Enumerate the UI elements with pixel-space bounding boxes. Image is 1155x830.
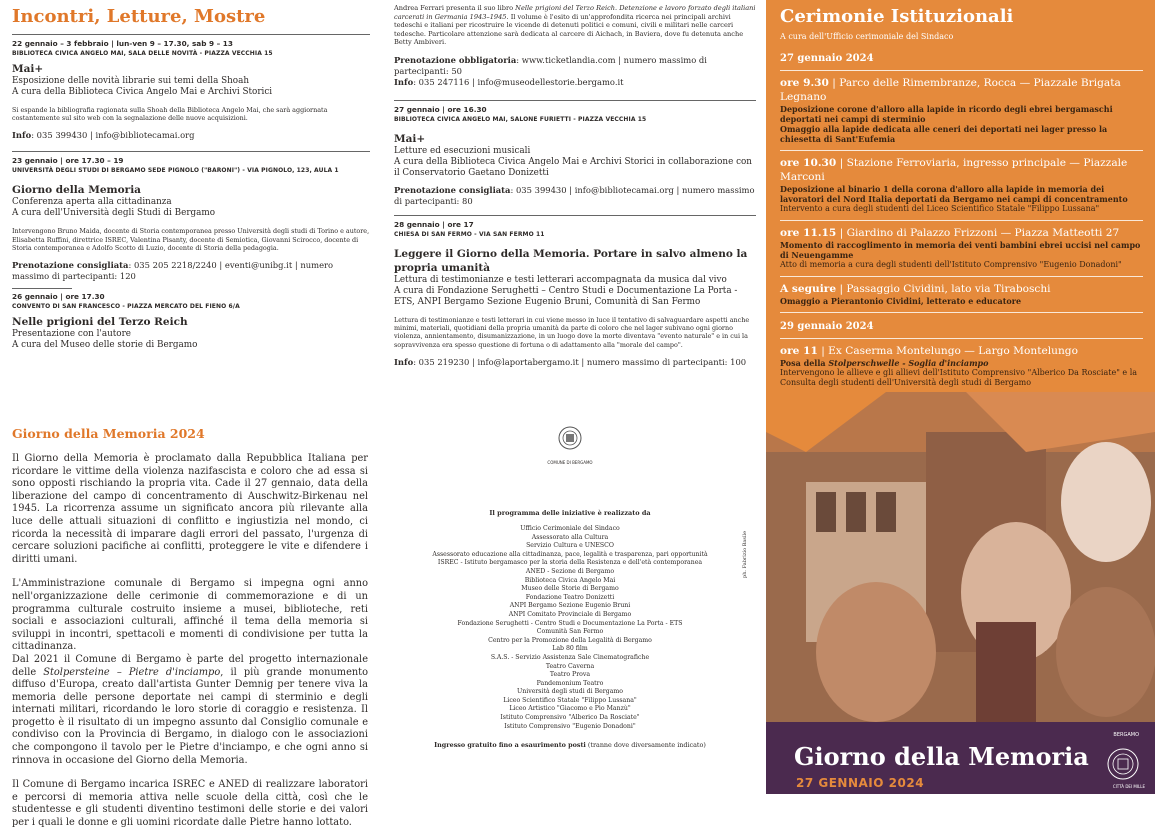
credit-item: Biblioteca Civica Angelo Mai — [524, 576, 616, 584]
event-info: Info: 035 219230 | info@laportabergamo.it | numero massimo di partecipanti: 100 — [394, 356, 747, 367]
credit-item: Liceo Scientifico Statale "Filippo Lussana" — [503, 696, 637, 704]
event-date: 28 gennaio | ore 17 — [394, 219, 474, 229]
credit-item: Museo delle Storie di Bergamo — [521, 585, 619, 593]
intro-heading: Giorno della Memoria 2024 — [12, 426, 205, 441]
ceremony-day: 27 gennaio 2024 — [780, 53, 1143, 71]
event-date: 23 gennaio | ore 17.30 – 19 — [12, 156, 124, 166]
credit-item: Fondazione Serughetti - Centro Studi e Documentazione La Porta - ETS — [457, 619, 683, 627]
event-place: BIBLIOTECA CIVICA ANGELO MAI, SALONE FURIETTI - PIAZZA VECCHIA 15 — [394, 115, 647, 123]
events-column-middle — [384, 0, 764, 368]
ceremony-event: ore 11 | Ex Caserma Montelungo — Largo Montelungo Posa della Stolperschwelle - Soglia d'inciampo Intervengono le allieve e gli allievi dell'Istituto Comprensivo "Alberico Da Rosciate" e la Consulta degli studenti dell'Università degli studi di Bergamo — [780, 345, 1138, 387]
credit-item: Teatro Caverna — [545, 662, 595, 670]
events-column-left — [0, 0, 380, 351]
event-info: Info: 035 399430 | info@bibliotecamai.org — [12, 130, 195, 141]
credit-item: Comunità San Fermo — [536, 628, 604, 636]
event-info: Prenotazione consigliata: 035 399430 | info@bibliotecamai.org | numero massimo di partecipanti: 80 — [394, 184, 755, 206]
event-line: A cura del Museo delle storie di Bergamo — [12, 340, 198, 351]
credit-item: Assessorato alla Cultura — [531, 533, 609, 541]
event-block — [12, 34, 370, 141]
credit-item: ANED - Sezione di Bergamo — [525, 567, 615, 575]
ceremony-event: ore 10.30 | Stazione Ferroviaria, ingresso principale — Piazzale Marconi Deposizione al binario 1 della corona d'alloro alla lapide in memoria dei lavoratori del Nord Italia deportati da Bergamo nei campi di concentramento Intervento a cura degli studenti del Liceo Scientifico Statale "Filippo Lussana" — [780, 151, 1143, 221]
event-line: A cura dell'Università degli Studi di Bergamo — [12, 208, 216, 219]
event-line: Esposizione delle novità librarie sui temi della Shoah — [12, 76, 250, 86]
credit-item: ANPI Comitato Provinciale di Bergamo — [508, 610, 632, 618]
event-block — [394, 100, 756, 207]
event-note: Intervengono Bruno Maida, docente di Storia contemporanea presso Università degli studi di Torino e autore, Elisabetta Ruffini, direttrice ISREC, Valentina Pisanty, docente di Semiotica, Giovanni Scirocco, docente di Storia contemporanea e Adolfo Scotto di Luzio, docente di Storia della pedagogia. — [12, 227, 370, 252]
footer-title: Giorno della Memoria — [794, 742, 1089, 771]
event-place: CONVENTO DI SAN FRANCESCO - PIAZZA MERCATO DEL FIENO 6/A — [12, 303, 240, 311]
ceremonies-subtitle: A cura dell'Ufficio cerimoniale del Sindaco — [780, 32, 954, 41]
city-seal-icon — [554, 424, 586, 460]
event-line: Letture ed esecuzioni musicali — [394, 145, 531, 156]
event-place: CHIESA DI SAN FERMO - VIA SAN FERMO 11 — [394, 230, 545, 238]
event-block — [12, 151, 370, 282]
credit-item: Lab 80 film — [552, 645, 588, 653]
event-block — [394, 215, 756, 368]
section-title-events: Incontri, Letture, Mostre — [12, 6, 266, 27]
ceremony-event: A seguire | Passaggio Cividini, lato via Tiraboschi Omaggio a Pierantonio Cividini, letterato e educatore — [780, 277, 1143, 313]
event-date: 26 gennaio | ore 17.30 — [12, 292, 105, 302]
credit-item: Centro per la Promozione della Legalità di Bergamo — [488, 636, 652, 644]
event-line: A cura della Biblioteca Civica Angelo Mai e Archivi Storici in collaborazione con il Conservatorio Gaetano Donizetti — [394, 156, 752, 178]
credit-item: ISREC - Istituto bergamasco per la storia della Resistenza e dell'età contemporanea — [437, 559, 703, 567]
event-line: Lettura di testimonianze e testi letterari accompagnata da musica dal vivo — [394, 274, 727, 285]
event-title: Mai+ — [12, 63, 44, 75]
event-line: A cura di Fondazione Serughetti – Centro Studi e Documentazione La Porta - ETS, ANPI Bergamo Sezione Eugenio Bruni, Comunità di San Fermo — [394, 285, 738, 307]
footer-banner — [766, 722, 1155, 794]
seal-label-bottom: CITTÀ DEI MILLE — [1112, 784, 1145, 789]
event-title: Mai+ — [394, 132, 426, 145]
event-title: Giorno della Memoria — [12, 184, 141, 197]
credits-title: Il programma delle iniziative è realizzato da — [489, 509, 651, 517]
credits-list — [420, 525, 720, 731]
credits-section — [420, 424, 720, 749]
event-place: UNIVERSITÀ DEGLI STUDI DI BERGAMO SEDE PIGNOLO ("BARONI") - VIA PIGNOLO, 123, AULA 1 — [12, 167, 339, 175]
ceremony-event: ore 11.15 | Giardino di Palazzo Frizzoni — Piazza Matteotti 27 Momento di raccoglimento in memoria dei venti bambini ebrei uccisi nel campo di Neuengamme Atto di memoria a cura degli studenti dell'Istituto Comprensivo "Eugenio Donadoni" — [780, 221, 1143, 277]
event-note: Andrea Ferrari presenta il suo libro Nelle prigioni del Terzo Reich. Detenzione e lavoro forzato degli italiani carcerati in Germania 1943–1945. Il volume è l'esito di un'approfondita ricerca nei principali archivi tedeschi e italiani per ricostruire le vicende di detenuti politici e comuni, civili e militari nelle carceri tedesche. Particolare attenzione sarà dedicata al carcere di Aichach, in Baviera, dove fu detenuta anche Betty Ambiveri. — [394, 4, 756, 47]
ceremony-event: ore 9.30 | Parco delle Rimembranze, Rocca — Piazzale Brigata Legnano Deposizione corone d'alloro alla lapide in ricordo degli ebrei bergamaschi deportati nei campi di sterminio Omaggio alla lapide dedicata alle ceneri dei deportati nei lager presso la chiesetta di Sant'Eufemia — [780, 71, 1143, 151]
credit-item: Pandemonium Teatro — [536, 679, 604, 687]
intro-paragraph: Il Comune di Bergamo incarica ISREC e ANED di realizzare laboratori e percorsi di memoria attiva nelle scuole della città, così che le studentesse e gli studenti diventino testimoni delle storie e dei valori per i quali le donne e gli uomini ricordate dalle Pietre hanno lottato. — [12, 779, 368, 829]
event-title: Nelle prigioni del Terzo Reich — [12, 316, 188, 329]
seal-label-top: BERGAMO — [1113, 732, 1139, 738]
credit-item: Teatro Prova — [549, 671, 591, 679]
event-date: 22 gennaio – 3 febbraio | lun-ven 9 – 17.30, sab 9 – 13 — [12, 39, 233, 48]
intro-section — [12, 426, 368, 830]
footer-date: 27 GENNAIO 2024 — [796, 776, 925, 790]
event-booking: Prenotazione obbligatoria: www.ticketlandia.com | numero massimo di partecipanti: 50 — [394, 54, 707, 76]
ceremonies-title: Cerimonie Istituzionali — [780, 6, 1014, 27]
credit-item: ANPI Bergamo Sezione Eugenio Bruni — [509, 602, 631, 610]
event-block — [12, 289, 370, 351]
credit-item: S.A.S. - Servizio Assistenza Sale Cinematografiche — [490, 653, 650, 661]
credit-item: Ufficio Cerimoniale del Sindaco — [520, 525, 620, 532]
photo-credit: ph. Fabrizio Basile — [742, 530, 748, 578]
credit-item: Liceo Artistico "Giacomo e Pio Manzù" — [509, 705, 631, 713]
credit-item: Servizio Cultura e UNESCO — [526, 542, 614, 550]
event-line: A cura della Biblioteca Civica Angelo Mai e Archivi Storici — [12, 87, 273, 97]
credit-item: Università degli studi di Bergamo — [517, 688, 623, 696]
credit-item: Istituto Comprensivo "Eugenio Donadoni" — [504, 722, 636, 730]
ceremony-day: 29 gennaio 2024 — [780, 321, 1143, 339]
memorial-photo-collage — [766, 392, 1155, 722]
event-note: Si espande la bibliografia ragionata sulla Shoah della Biblioteca Angelo Mai, che sarà aggiornata costantemente sul sito web con la segnalazione delle nuove acquisizioni. — [12, 106, 328, 123]
event-line: Conferenza aperta alla cittadinanza — [12, 197, 172, 208]
city-seal-icon — [1103, 740, 1143, 786]
credit-item: Assessorato educazione alla cittadinanza, pace, legalità e trasparenza, pari opportunità — [432, 550, 708, 558]
event-info: Info: 035 247116 | info@museodellestorie.bergamo.it — [394, 76, 624, 87]
intro-paragraph: Dal 2021 il Comune di Bergamo è parte del progetto internazionale delle Stolpersteine – Pietre d'inciampo, il più grande monumento diffuso d'Europa, creato dall'artista Gunter Demnig per tenere viva la memoria delle persone deportate nei campi di sterminio e degli internati militari, ricordando le loro storie di coraggio e resistenza. Il progetto è il risultato di un impegno assunto dal Consiglio comunale e condiviso con la Provincia di Bergamo, in dialogo con le associazioni che compongono il tavolo per le Pietre d'inciampo, e che ogni anno si rinnova in occasione del Giorno della Memoria. — [12, 653, 369, 766]
event-place: BIBLIOTECA CIVICA ANGELO MAI, SALA DELLE NOVITÀ - PIAZZA VECCHIA 15 — [12, 50, 273, 57]
seal-caption: COMUNE DI BERGAMO — [547, 460, 593, 465]
event-note: Lettura di testimonianze e testi letterari in cui viene messo in luce il tentativo di salvaguardare aspetti anche minimi, materiali, quotidiani della propria umanità da parte di coloro che nel lager subivano ogni giorno violenza, annientamento, disumanizzazione, in un luogo dove la morte diventava "evento naturale" e in cui la sopravvivenza era spesso questione di fortuna o di adattamento alla "morale del campo". — [394, 315, 750, 349]
event-line: Presentazione con l'autore — [12, 329, 131, 340]
event-date: 27 gennaio | ore 16.30 — [394, 104, 487, 114]
collage-image — [766, 392, 1155, 722]
free-entry-note: Ingresso gratuito fino a esaurimento posti (tranne dove diversamente indicato) — [434, 741, 706, 750]
credit-item: Istituto Comprensivo "Alberico Da Rosciate" — [500, 714, 640, 722]
event-title: Leggere il Giorno della Memoria. Portare in salvo almeno la propria umanità — [394, 247, 748, 274]
credit-item: Fondazione Teatro Donizetti — [525, 593, 615, 601]
intro-paragraph: Il Giorno della Memoria è proclamato dalla Repubblica Italiana per ricordare le vittime della violenza nazifascista e coloro che ad essa si sono opposti rischiando la propria vita. Cade il 27 gennaio, data della liberazione del campo di concentramento di Auschwitz-Birkenau nel 1945. La ricorrenza assume un significato ancora più rilevante alla luce delle attuali situazioni di conflitto e ingiustizia nel mondo, ci ricorda la necessità di imparare dagli errori del passato, l'urgenza di cercare soluzioni pacifiche ai conflitti, proteggere le vite e difendere i diritti umani. — [12, 453, 368, 565]
event-info: Prenotazione consigliata: 035 205 2218/2240 | eventi@unibg.it | numero massimo di partecipanti: 120 — [12, 260, 334, 282]
intro-paragraph: L'Amministrazione comunale di Bergamo si impegna ogni anno nell'organizzazione delle cerimonie di commemorazione e di un programma culturale costruito insieme a musei, biblioteche, reti sociali e associazioni culturali, affinché il tema della memoria si sviluppi in incontri, spettacoli e momenti di condivisione per tutta la cittadinanza. — [12, 578, 368, 653]
